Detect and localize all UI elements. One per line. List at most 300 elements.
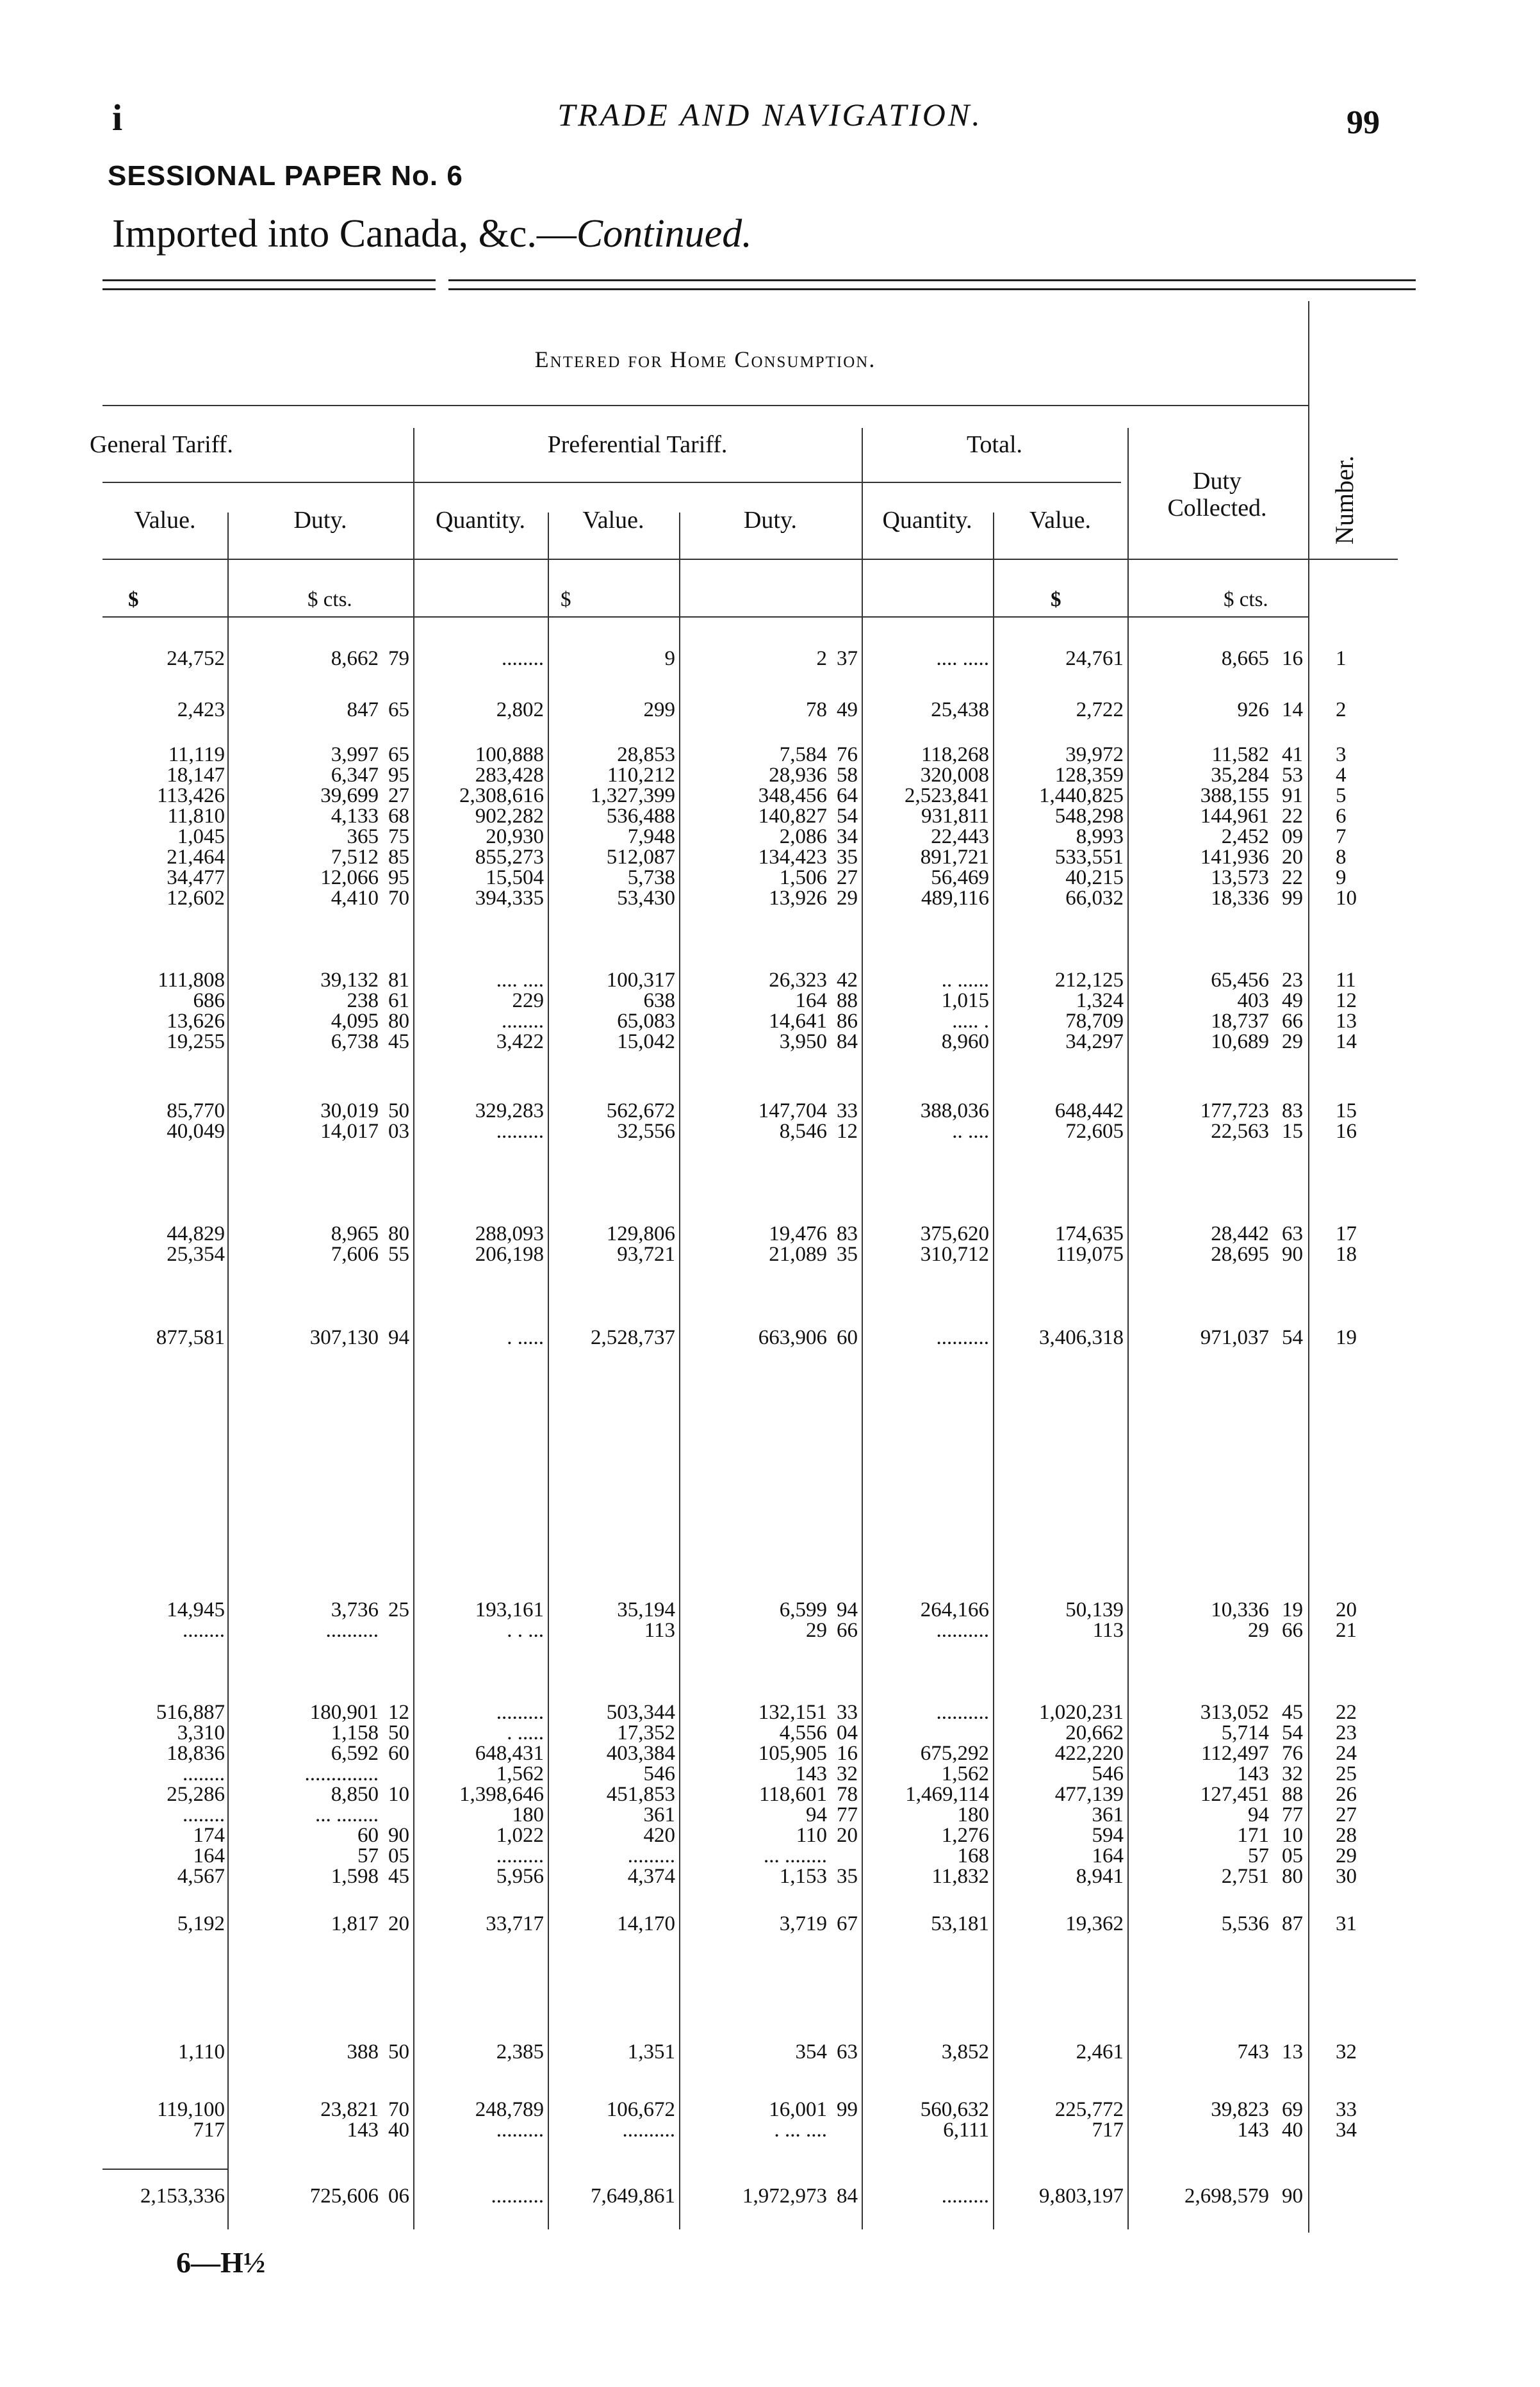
row-34-dc: 143	[1237, 2119, 1269, 2142]
row-18-pdc: 35	[837, 1243, 858, 1266]
row-number: 7	[1336, 825, 1347, 848]
row-34-gv: 717	[193, 2119, 225, 2142]
group-preferential-tariff: Preferential Tariff.	[547, 431, 728, 458]
row-24-gv: 18,836	[167, 1742, 225, 1765]
row-2-tv: 2,722	[1076, 698, 1124, 721]
row-16-pd: 8,546	[779, 1120, 827, 1143]
row-2-dc: 926	[1237, 698, 1269, 721]
row-4-gd: 6,347	[331, 764, 379, 787]
row-25-dc: 143	[1237, 1762, 1269, 1785]
row-9-gd: 12,066	[320, 866, 379, 889]
row-33-dcc: 69	[1282, 2098, 1303, 2121]
row-33-pd: 16,001	[769, 2098, 827, 2121]
row-5-dc: 388,155	[1200, 784, 1269, 807]
row-number: 12	[1336, 989, 1357, 1012]
row-6-dc: 144,961	[1200, 805, 1269, 828]
row-7-pq: 20,930	[486, 825, 544, 848]
row-12-dc: 403	[1237, 989, 1269, 1012]
row-16-tq: .. ....	[952, 1120, 989, 1143]
row-23-gv: 3,310	[177, 1721, 225, 1744]
top-double-rule-b2	[448, 288, 1416, 290]
row-13-pq: ........	[502, 1010, 544, 1033]
running-title: TRADE AND NAVIGATION.	[557, 97, 983, 133]
row-12-pq: 229	[512, 989, 544, 1012]
row-26-gdc: 10	[388, 1783, 409, 1806]
row-7-pdc: 34	[837, 825, 858, 848]
row-18-pd: 21,089	[769, 1243, 827, 1266]
row-17-pq: 288,093	[475, 1222, 544, 1245]
row-20-gd: 3,736	[331, 1598, 379, 1621]
row-13-gdc: 80	[388, 1010, 409, 1033]
row-23-pv: 17,352	[617, 1721, 675, 1744]
row-17-pdc: 83	[837, 1222, 858, 1245]
sessional-paper-label: SESSIONAL PAPER No. 6	[108, 160, 463, 192]
row-28-pdc: 20	[837, 1824, 858, 1847]
row-16-gv: 40,049	[167, 1120, 225, 1143]
row-21-tv: 113	[1092, 1619, 1124, 1642]
row-21-pv: 113	[644, 1619, 675, 1642]
row-7-pd: 2,086	[779, 825, 827, 848]
row-19-gv: 877,581	[156, 1326, 225, 1349]
row-16-pdc: 12	[837, 1120, 858, 1143]
hdr-total-quantity: Quantity.	[882, 507, 972, 534]
row-28-gdc: 90	[388, 1824, 409, 1847]
totals-tv: 9,803,197	[1039, 2185, 1124, 2208]
row-15-dcc: 83	[1282, 1099, 1303, 1122]
row-9-tq: 56,469	[931, 866, 989, 889]
row-21-gd: ..........	[325, 1619, 379, 1642]
row-5-pv: 1,327,399	[591, 784, 675, 807]
row-3-dc: 11,582	[1211, 743, 1269, 766]
row-number: 3	[1336, 743, 1347, 766]
row-31-gv: 5,192	[177, 1912, 225, 1935]
row-8-dc: 141,936	[1200, 846, 1269, 869]
row-34-tq: 6,111	[943, 2119, 989, 2142]
row-31-tq: 53,181	[931, 1912, 989, 1935]
row-number: 25	[1336, 1762, 1357, 1785]
row-18-tq: 310,712	[920, 1243, 989, 1266]
row-17-gv: 44,829	[167, 1222, 225, 1245]
row-18-gdc: 55	[388, 1243, 409, 1266]
row-number: 15	[1336, 1099, 1357, 1122]
row-11-gdc: 81	[388, 969, 409, 992]
row-6-pd: 140,827	[758, 805, 827, 828]
row-7-tv: 8,993	[1076, 825, 1124, 848]
row-10-pdc: 29	[837, 887, 858, 910]
row-23-pq: . .....	[507, 1721, 544, 1744]
totals-dc: 2,698,579	[1184, 2185, 1269, 2208]
row-24-dc: 112,497	[1200, 1742, 1269, 1765]
row-32-gdc: 50	[388, 2040, 409, 2063]
row-9-dc: 13,573	[1211, 866, 1269, 889]
row-16-pq: .........	[496, 1120, 544, 1143]
row-27-pq: 180	[512, 1803, 544, 1826]
row-23-gdc: 50	[388, 1721, 409, 1744]
row-3-tv: 39,972	[1065, 743, 1124, 766]
totals-pd: 1,972,973	[742, 2185, 827, 2208]
row-1-gd: 8,662	[331, 647, 379, 670]
row-13-gd: 4,095	[331, 1010, 379, 1033]
row-25-pd: 143	[795, 1762, 827, 1785]
row-25-gd: ..............	[304, 1762, 379, 1785]
row-33-dc: 39,823	[1211, 2098, 1269, 2121]
row-19-tq: ..........	[936, 1326, 989, 1349]
subtitle-continued: Continued.	[576, 212, 752, 256]
row-29-dcc: 05	[1282, 1844, 1303, 1867]
row-18-dcc: 90	[1282, 1243, 1303, 1266]
row-19-pq: . .....	[507, 1326, 544, 1349]
row-24-gd: 6,592	[331, 1742, 379, 1765]
row-10-pd: 13,926	[769, 887, 827, 910]
row-1-pq: ........	[502, 647, 544, 670]
row-23-pdc: 04	[837, 1721, 858, 1744]
row-33-gd: 23,821	[320, 2098, 379, 2121]
row-7-dcc: 09	[1282, 825, 1303, 848]
row-15-pv: 562,672	[606, 1099, 675, 1122]
row-number: 14	[1336, 1030, 1357, 1053]
row-number: 1	[1336, 647, 1347, 670]
row-6-pdc: 54	[837, 805, 858, 828]
row-13-tq: ..... .	[952, 1010, 989, 1033]
row-26-pdc: 78	[837, 1783, 858, 1806]
row-2-pv: 299	[643, 698, 675, 721]
row-14-pdc: 84	[837, 1030, 858, 1053]
row-18-dc: 28,695	[1211, 1243, 1269, 1266]
row-number: 19	[1336, 1326, 1357, 1349]
row-15-tq: 388,036	[920, 1099, 989, 1122]
row-20-tv: 50,139	[1065, 1598, 1124, 1621]
totals-pq: ..........	[491, 2185, 544, 2208]
row-25-pq: 1,562	[496, 1762, 544, 1785]
row-20-gv: 14,945	[167, 1598, 225, 1621]
row-33-tv: 225,772	[1054, 2098, 1124, 2121]
row-1-tv: 24,761	[1065, 647, 1124, 670]
row-11-tq: .. ......	[941, 969, 989, 992]
row-7-tq: 22,443	[931, 825, 989, 848]
row-11-pv: 100,317	[606, 969, 675, 992]
row-3-dcc: 41	[1282, 743, 1303, 766]
row-27-pdc: 77	[837, 1803, 858, 1826]
row-21-gv: ........	[183, 1619, 225, 1642]
row-28-pd: 110	[796, 1824, 827, 1847]
row-9-gdc: 95	[388, 866, 409, 889]
row-4-pv: 110,212	[607, 764, 675, 787]
unit-gen-value: $	[128, 588, 139, 611]
rule-under-title	[102, 405, 1308, 406]
row-16-tv: 72,605	[1065, 1120, 1124, 1143]
row-9-pq: 15,504	[486, 866, 544, 889]
row-1-gdc: 79	[388, 647, 409, 670]
subtitle-main: Imported into Canada, &c.—	[112, 212, 577, 256]
row-27-gd: ... ........	[315, 1803, 379, 1826]
row-14-dc: 10,689	[1211, 1030, 1269, 1053]
row-19-gdc: 94	[388, 1326, 409, 1349]
row-6-gdc: 68	[388, 805, 409, 828]
row-22-gdc: 12	[388, 1701, 409, 1724]
row-20-pv: 35,194	[617, 1598, 675, 1621]
row-1-pv: 9	[664, 647, 675, 670]
row-7-gdc: 75	[388, 825, 409, 848]
row-27-pd: 94	[806, 1803, 827, 1826]
row-18-pq: 206,198	[475, 1243, 544, 1266]
row-17-pv: 129,806	[606, 1222, 675, 1245]
row-13-pd: 14,641	[769, 1010, 827, 1033]
row-27-tq: 180	[957, 1803, 989, 1826]
row-number: 8	[1336, 846, 1347, 869]
row-29-pv: .........	[627, 1844, 675, 1867]
row-5-tv: 1,440,825	[1039, 784, 1124, 807]
row-23-dc: 5,714	[1221, 1721, 1269, 1744]
hdr-total-value: Value.	[1029, 507, 1092, 534]
row-6-pv: 536,488	[606, 805, 675, 828]
hdr-duty-collected: Duty Collected.	[1167, 468, 1267, 521]
row-number: 10	[1336, 887, 1357, 910]
row-6-pq: 902,282	[475, 805, 544, 828]
row-30-gd: 1,598	[331, 1865, 379, 1888]
row-18-gd: 7,606	[331, 1243, 379, 1266]
row-21-pdc: 66	[837, 1619, 858, 1642]
hdr-pref-duty: Duty.	[743, 507, 798, 534]
row-1-pd: 2	[816, 647, 827, 670]
row-30-gdc: 45	[388, 1865, 409, 1888]
row-14-dcc: 29	[1282, 1030, 1303, 1053]
row-number: 31	[1336, 1912, 1357, 1935]
row-2-gd: 847	[347, 698, 379, 721]
group-total: Total.	[966, 431, 1023, 458]
row-number: 29	[1336, 1844, 1357, 1867]
totals-tq: .........	[941, 2185, 989, 2208]
row-29-gv: 164	[193, 1844, 225, 1867]
row-34-tv: 717	[1092, 2119, 1124, 2142]
row-31-pq: 33,717	[486, 1912, 544, 1935]
row-9-pd: 1,506	[779, 866, 827, 889]
row-number: 18	[1336, 1243, 1357, 1266]
row-11-gv: 111,808	[158, 969, 225, 992]
row-16-pv: 32,556	[617, 1120, 675, 1143]
unit-gen-duty: $ cts.	[307, 588, 352, 611]
row-7-gv: 1,045	[177, 825, 225, 848]
row-11-dcc: 23	[1282, 969, 1303, 992]
unit-pref-value: $	[561, 588, 571, 611]
row-10-dc: 18,336	[1211, 887, 1269, 910]
row-9-pdc: 27	[837, 866, 858, 889]
table-title: Entered for Home Consumption.	[534, 347, 876, 372]
row-8-dcc: 20	[1282, 846, 1303, 869]
row-25-tq: 1,562	[941, 1762, 989, 1785]
row-14-pd: 3,950	[779, 1030, 827, 1053]
row-26-tq: 1,469,114	[905, 1783, 989, 1806]
row-29-pq: .........	[496, 1844, 544, 1867]
row-7-dc: 2,452	[1221, 825, 1269, 848]
row-8-pv: 512,087	[606, 846, 675, 869]
row-26-dc: 127,451	[1200, 1783, 1269, 1806]
row-27-gv: ........	[183, 1803, 225, 1826]
rule-under-headers-num	[1308, 559, 1398, 560]
row-28-pv: 420	[643, 1824, 675, 1847]
row-25-gv: ........	[183, 1762, 225, 1785]
row-17-tq: 375,620	[920, 1222, 989, 1245]
row-28-gv: 174	[193, 1824, 225, 1847]
row-27-pv: 361	[643, 1803, 675, 1826]
row-5-gdc: 27	[388, 784, 409, 807]
row-4-dc: 35,284	[1211, 764, 1269, 787]
row-19-pdc: 60	[837, 1326, 858, 1349]
row-26-pq: 1,398,646	[459, 1783, 544, 1806]
row-26-dcc: 88	[1282, 1783, 1303, 1806]
row-24-pv: 403,384	[606, 1742, 675, 1765]
row-2-pq: 2,802	[496, 698, 544, 721]
row-5-pdc: 64	[837, 784, 858, 807]
row-29-gd: 57	[357, 1844, 379, 1867]
row-11-pq: .... ....	[496, 969, 544, 992]
row-12-pdc: 88	[837, 989, 858, 1012]
row-30-pd: 1,153	[779, 1865, 827, 1888]
row-24-pdc: 16	[837, 1742, 858, 1765]
row-13-dcc: 66	[1282, 1010, 1303, 1033]
row-22-gv: 516,887	[156, 1701, 225, 1724]
row-23-dcc: 54	[1282, 1721, 1303, 1744]
row-32-pq: 2,385	[496, 2040, 544, 2063]
row-32-tq: 3,852	[941, 2040, 989, 2063]
row-15-gdc: 50	[388, 1099, 409, 1122]
page-number: 99	[1347, 104, 1380, 141]
row-31-pdc: 67	[837, 1912, 858, 1935]
row-24-tq: 675,292	[920, 1742, 989, 1765]
unit-total-value: $	[1051, 588, 1061, 611]
rule-number-col	[1308, 301, 1309, 2233]
row-number: 20	[1336, 1598, 1357, 1621]
row-29-tv: 164	[1092, 1844, 1124, 1867]
row-13-gv: 13,626	[167, 1010, 225, 1033]
corner-mark: i	[112, 97, 123, 138]
row-15-gv: 85,770	[167, 1099, 225, 1122]
page-subtitle	[112, 211, 752, 257]
hdr-number: Number.	[1330, 455, 1359, 545]
row-22-pv: 503,344	[606, 1701, 675, 1724]
hdr-gen-value: Value.	[134, 507, 196, 534]
top-double-rule-a	[102, 279, 436, 281]
row-10-pq: 394,335	[475, 887, 544, 910]
row-10-pv: 53,430	[617, 887, 675, 910]
row-21-pq: . . ...	[507, 1619, 544, 1642]
row-28-tv: 594	[1092, 1824, 1124, 1847]
row-34-gd: 143	[347, 2119, 379, 2142]
row-4-pd: 28,936	[769, 764, 827, 787]
row-31-pv: 14,170	[617, 1912, 675, 1935]
row-number: 24	[1336, 1742, 1357, 1765]
row-14-tv: 34,297	[1065, 1030, 1124, 1053]
row-25-pv: 546	[643, 1762, 675, 1785]
row-22-dcc: 45	[1282, 1701, 1303, 1724]
row-28-tq: 1,276	[941, 1824, 989, 1847]
row-31-dc: 5,536	[1221, 1912, 1269, 1935]
row-number: 33	[1336, 2098, 1357, 2121]
row-26-gd: 8,850	[331, 1783, 379, 1806]
row-9-gv: 34,477	[167, 866, 225, 889]
row-30-tq: 11,832	[931, 1865, 989, 1888]
row-6-tq: 931,811	[921, 805, 989, 828]
row-22-dc: 313,052	[1200, 1701, 1269, 1724]
row-33-gdc: 70	[388, 2098, 409, 2121]
row-3-gv: 11,119	[168, 743, 225, 766]
hdr-pref-value: Value.	[582, 507, 644, 534]
row-25-dcc: 32	[1282, 1762, 1303, 1785]
row-15-pdc: 33	[837, 1099, 858, 1122]
row-21-tq: ..........	[936, 1619, 989, 1642]
row-12-dcc: 49	[1282, 989, 1303, 1012]
totals-gd: 725,606	[309, 2185, 379, 2208]
row-14-pv: 15,042	[617, 1030, 675, 1053]
row-25-pdc: 32	[837, 1762, 858, 1785]
row-6-dcc: 22	[1282, 805, 1303, 828]
row-15-gd: 30,019	[320, 1099, 379, 1122]
row-number: 23	[1336, 1721, 1357, 1744]
row-27-tv: 361	[1092, 1803, 1124, 1826]
row-19-gd: 307,130	[309, 1326, 379, 1349]
footer-signature: 6—H½	[176, 2246, 266, 2279]
col-sep-1	[227, 513, 229, 2229]
row-22-pq: .........	[496, 1701, 544, 1724]
row-19-tv: 3,406,318	[1039, 1326, 1124, 1349]
row-19-dcc: 54	[1282, 1326, 1303, 1349]
totals-pdc: 84	[837, 2185, 858, 2208]
row-25-tv: 546	[1092, 1762, 1124, 1785]
row-27-dc: 94	[1248, 1803, 1269, 1826]
row-number: 32	[1336, 2040, 1357, 2063]
row-12-tq: 1,015	[941, 989, 989, 1012]
row-2-tq: 25,438	[931, 698, 989, 721]
row-7-pv: 7,948	[627, 825, 675, 848]
top-double-rule-b	[448, 279, 1416, 281]
row-1-gv: 24,752	[167, 647, 225, 670]
row-30-pdc: 35	[837, 1865, 858, 1888]
row-21-pd: 29	[806, 1619, 827, 1642]
row-2-dcc: 14	[1282, 698, 1303, 721]
row-8-pq: 855,273	[475, 846, 544, 869]
row-20-dcc: 19	[1282, 1598, 1303, 1621]
totals-gv: 2,153,336	[140, 2185, 225, 2208]
row-21-dc: 29	[1248, 1619, 1269, 1642]
row-29-tq: 168	[957, 1844, 989, 1867]
row-10-gv: 12,602	[167, 887, 225, 910]
row-15-tv: 648,442	[1054, 1099, 1124, 1122]
row-18-pv: 93,721	[617, 1243, 675, 1266]
row-14-gd: 6,738	[331, 1030, 379, 1053]
row-20-gdc: 25	[388, 1598, 409, 1621]
row-number: 2	[1336, 698, 1347, 721]
row-2-pd: 78	[806, 698, 827, 721]
row-5-gd: 39,699	[320, 784, 379, 807]
row-5-gv: 113,426	[156, 784, 225, 807]
row-4-tv: 128,359	[1054, 764, 1124, 787]
row-5-dcc: 91	[1282, 784, 1303, 807]
row-28-gd: 60	[357, 1824, 379, 1847]
row-number: 30	[1336, 1865, 1357, 1888]
row-3-pdc: 76	[837, 743, 858, 766]
row-14-pq: 3,422	[496, 1030, 544, 1053]
row-32-pv: 1,351	[627, 2040, 675, 2063]
row-22-gd: 180,901	[309, 1701, 379, 1724]
row-33-gv: 119,100	[156, 2098, 225, 2121]
row-18-tv: 119,075	[1055, 1243, 1124, 1266]
row-23-pd: 4,556	[779, 1721, 827, 1744]
row-3-pd: 7,584	[779, 743, 827, 766]
row-31-dcc: 87	[1282, 1912, 1303, 1935]
row-8-tv: 533,551	[1054, 846, 1124, 869]
row-28-dcc: 10	[1282, 1824, 1303, 1847]
row-14-tq: 8,960	[941, 1030, 989, 1053]
row-1-tq: .... .....	[936, 647, 989, 670]
